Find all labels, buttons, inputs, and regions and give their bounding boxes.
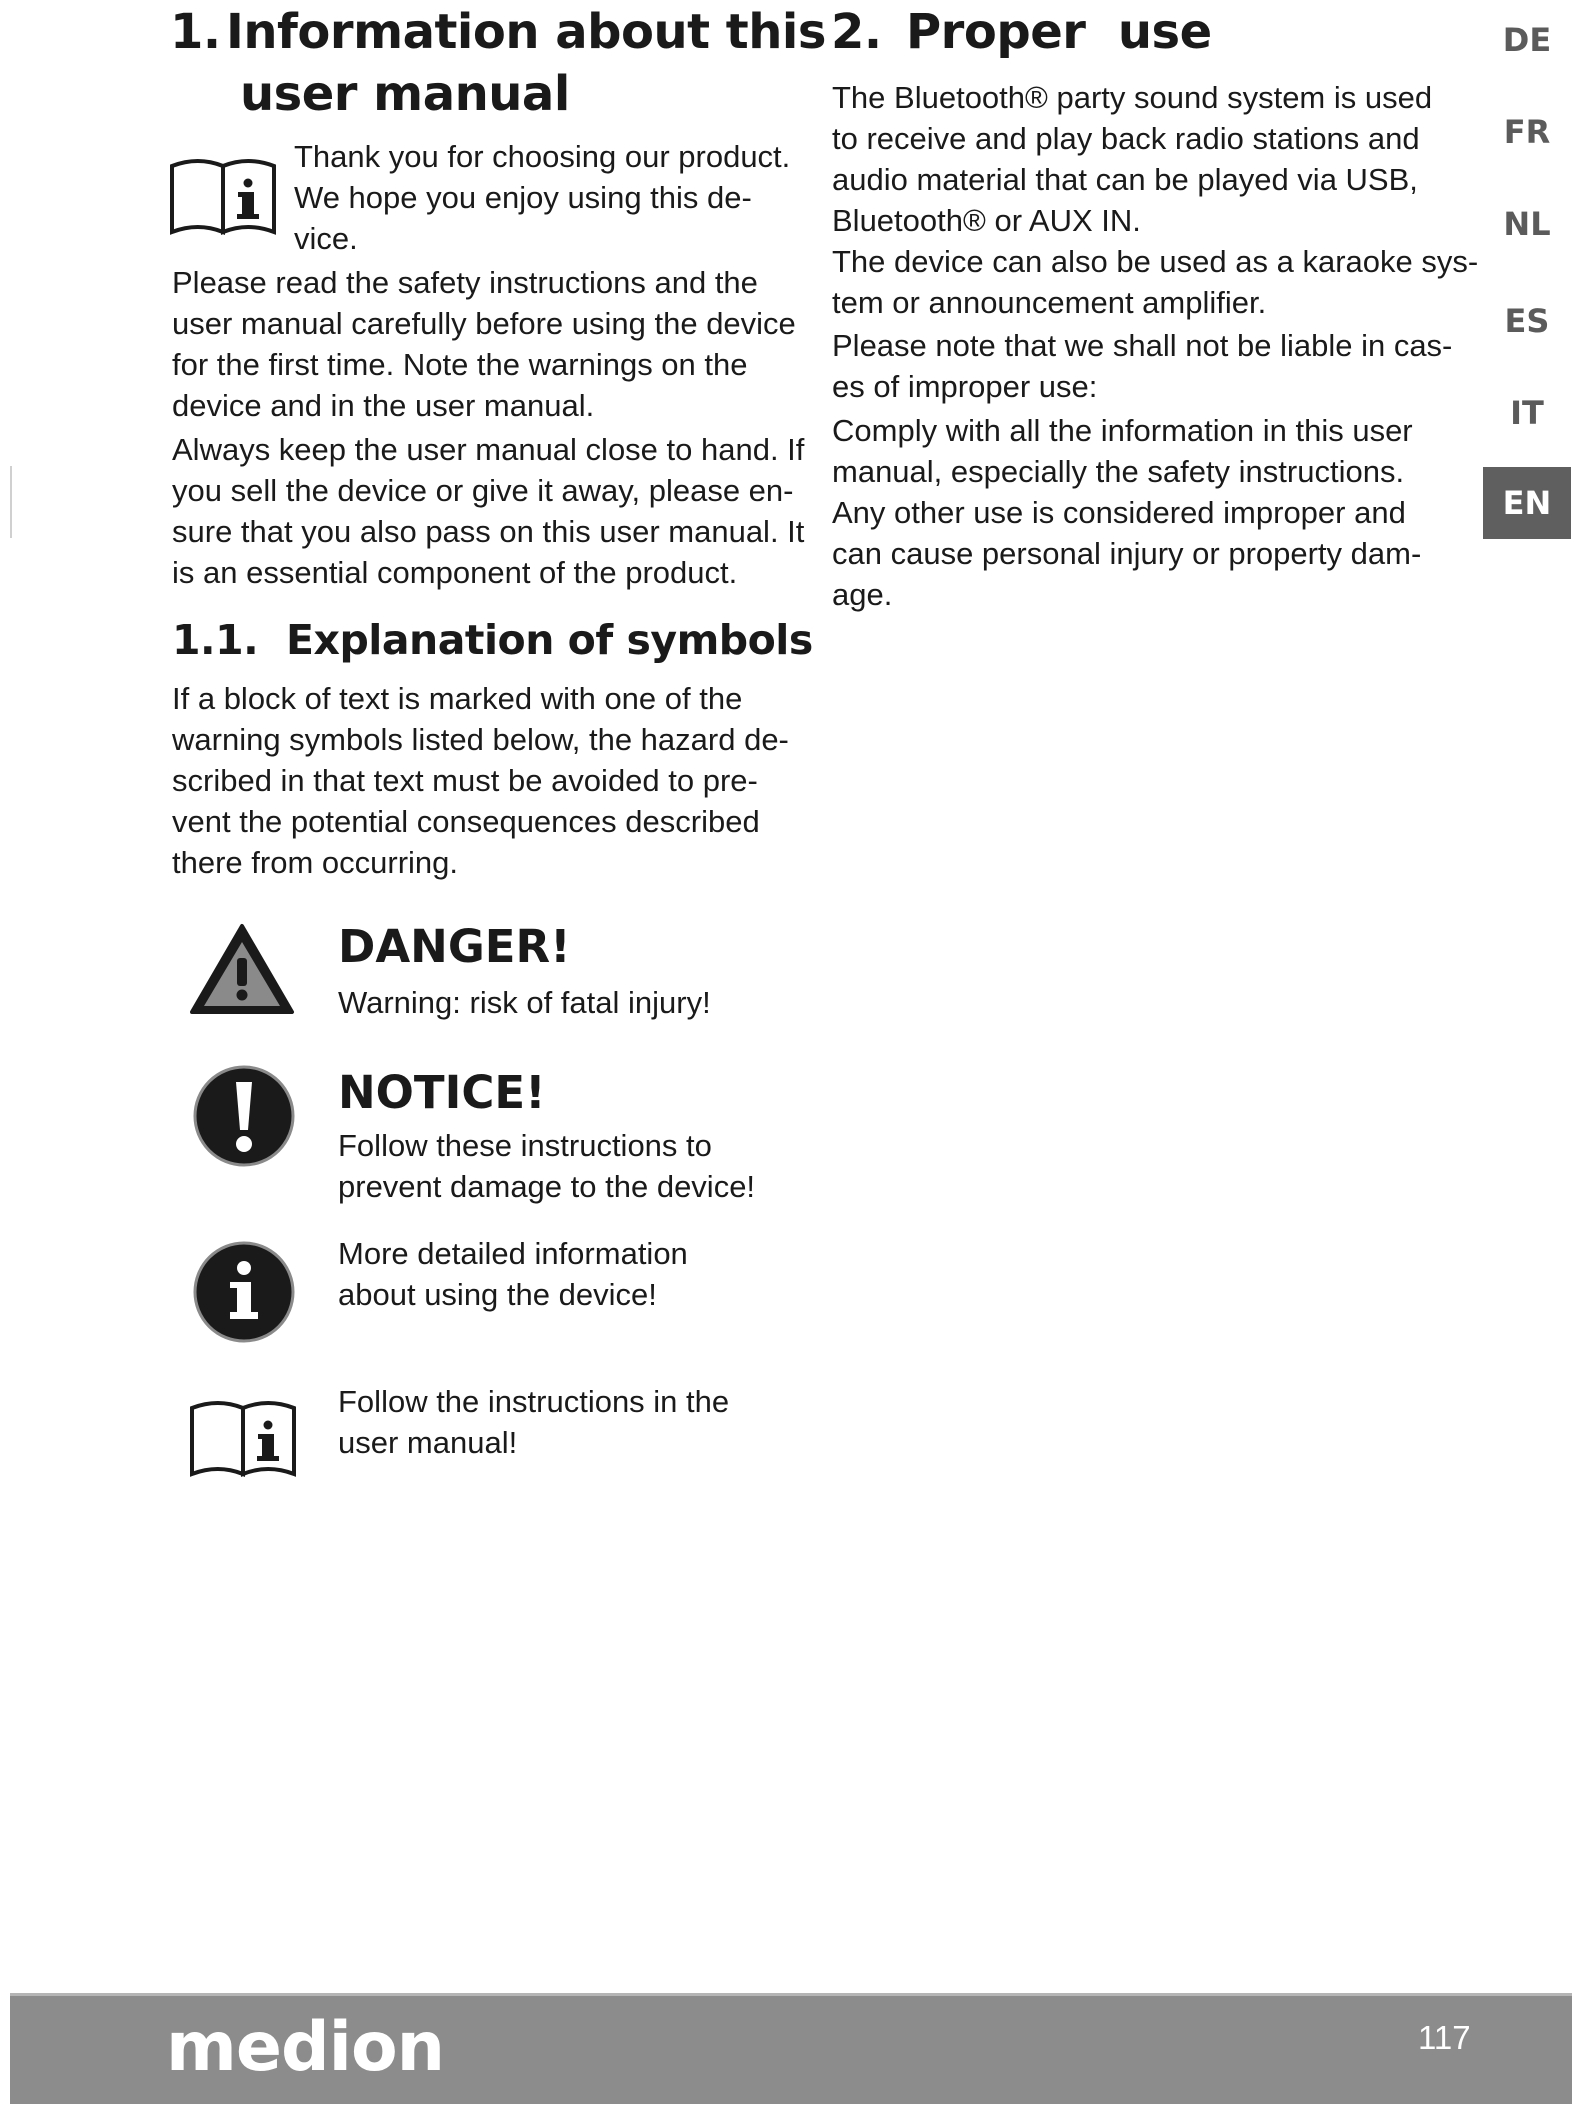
section-2-paragraph-2 [832,241,1478,323]
paragraph-line: is an essential component of the product. [172,555,738,590]
language-tab-fr[interactable]: FR [1503,113,1551,151]
section-2-paragraph-3 [832,325,1452,407]
paragraph-line: Always keep the user manual close to hand. If [172,432,805,467]
manual-text [338,1381,729,1463]
paragraph-line: es of improper use: [832,369,1098,404]
info-line: More detailed information [338,1236,688,1271]
danger-line: Warning: risk of fatal injury! [338,985,711,1020]
paragraph-line: user manual carefully before using the device [172,306,796,341]
section-1-1-heading [172,612,813,668]
paragraph-line: The Bluetooth® party sound system is used [832,80,1433,115]
language-tab-it[interactable]: IT [1510,394,1544,432]
paragraph-line: you sell the device or give it away, please en- [172,473,794,508]
paragraph-line: Comply with all the information in this user [832,413,1413,448]
paragraph-line: audio material that can be played via USB, [832,162,1418,197]
danger-text [338,982,711,1023]
paragraph-line: for the first time. Note the warnings on the [172,347,748,382]
intro-line: We hope you enjoy using this de- [294,180,752,215]
section-1-1-paragraph [172,678,789,883]
paragraph-line: age. [832,577,893,612]
section-1-1-number: 1.1. [172,616,259,664]
margin-mark [10,466,12,538]
language-tab-nl[interactable]: NL [1503,205,1551,243]
exclamation-circle-icon [192,1064,296,1168]
section-1-paragraph-1 [172,262,796,426]
section-1-number: 1. [170,4,221,60]
user-manual-icon [188,1392,298,1482]
paragraph-line: there from occurring. [172,845,458,880]
paragraph-line: Any other use is considered improper and [832,495,1406,530]
warning-triangle-icon [188,922,296,1016]
paragraph-line: device and in the user manual. [172,388,595,423]
language-tab-de[interactable]: DE [1502,21,1552,59]
notice-line: Follow these instructions to [338,1128,712,1163]
manual-line: Follow the instructions in the [338,1384,730,1419]
section-2-paragraph-4 [832,410,1421,615]
intro-line: vice. [294,221,358,256]
paragraph-line: to receive and play back radio stations and [832,121,1420,156]
footer-divider [10,1993,1572,1996]
paragraph-line: vent the potential consequences described [172,804,760,839]
danger-title: DANGER! [338,920,571,973]
manual-line: user manual! [338,1425,518,1460]
section-2-heading [831,0,882,64]
section-1-title-line-2: user manual [240,66,570,122]
notice-title: NOTICE! [338,1066,546,1119]
notice-line: prevent damage to the device! [338,1169,756,1204]
info-text [338,1233,688,1315]
section-1-heading [170,0,221,64]
section-2-paragraph-1 [832,77,1432,241]
section-1-title-line-1: Information about this [226,4,826,60]
intro-paragraph [294,136,790,259]
section-2-number: 2. [831,4,882,60]
info-line: about using the device! [338,1277,657,1312]
paragraph-line: Please note that we shall not be liable in cas- [832,328,1453,363]
language-tab-es[interactable]: ES [1504,302,1550,340]
language-tab-en[interactable]: EN [1483,467,1571,539]
paragraph-line: If a block of text is marked with one of the [172,681,743,716]
paragraph-line: can cause personal injury or property dam- [832,536,1422,571]
paragraph-line: The device can also be used as a karaoke sys- [832,244,1479,279]
section-2-title: Proper use [906,4,1212,60]
page-number: 117 [1418,2019,1471,2056]
info-circle-icon [192,1240,296,1344]
user-manual-icon [168,150,278,240]
paragraph-line: sure that you also pass on this user manual. It [172,514,805,549]
paragraph-line: Bluetooth® or AUX IN. [832,203,1141,238]
brand-logo: medion [166,2008,445,2087]
section-1-1-title: Explanation of symbols [286,616,813,664]
section-1-paragraph-2 [172,429,804,593]
paragraph-line: tem or announcement amplifier. [832,285,1267,320]
intro-line: Thank you for choosing our product. [294,139,791,174]
paragraph-line: scribed in that text must be avoided to pre- [172,763,758,798]
notice-text [338,1125,755,1207]
paragraph-line: warning symbols listed below, the hazard de- [172,722,789,757]
paragraph-line: Please read the safety instructions and the [172,265,758,300]
paragraph-line: manual, especially the safety instructions. [832,454,1405,489]
